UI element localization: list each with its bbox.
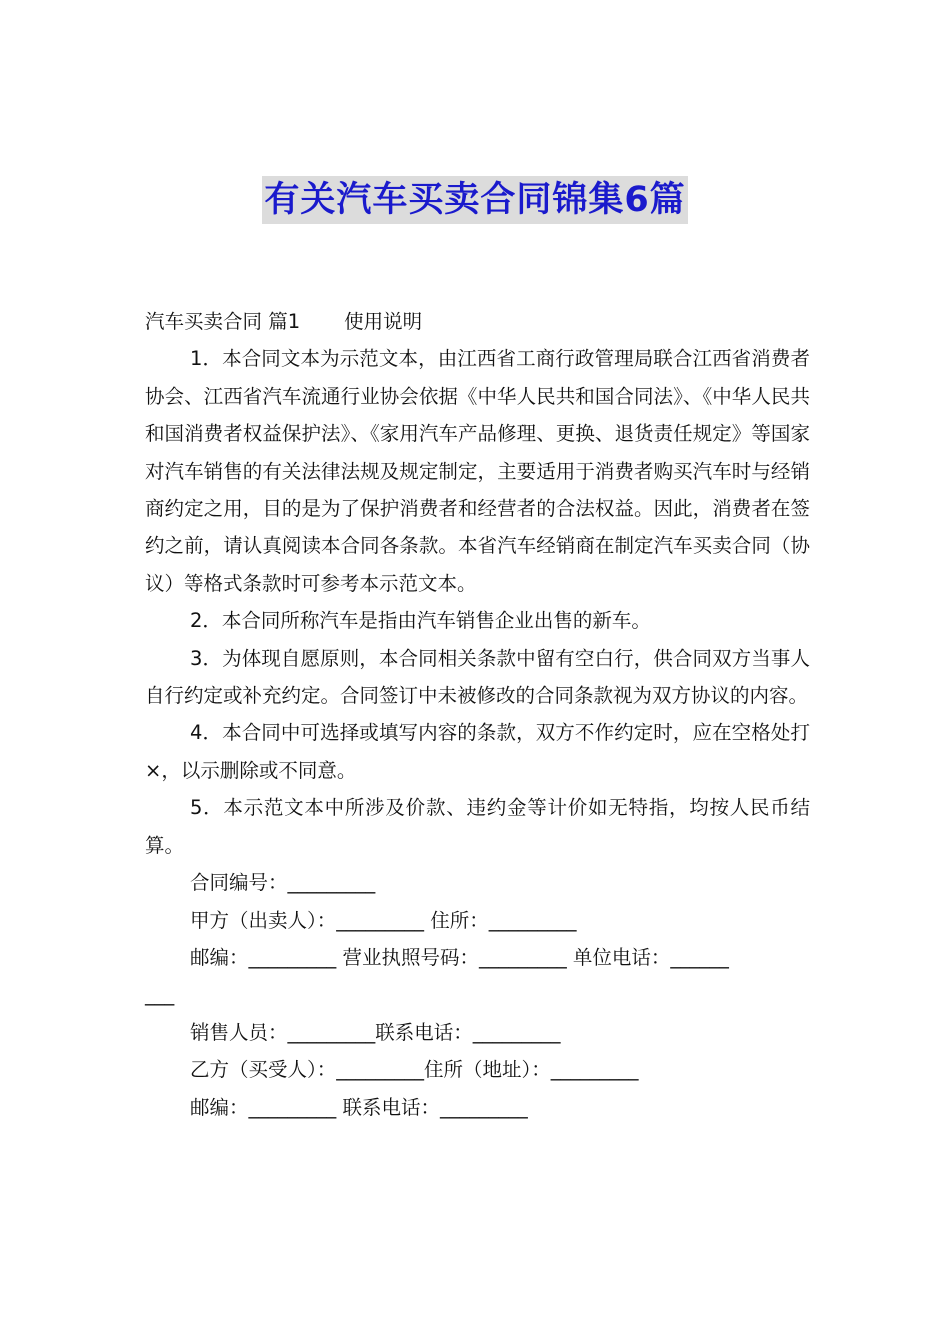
party-a-contact-line-continued: ___	[145, 983, 175, 1007]
party-a-contact-line: 邮编：_________ 营业执照号码：_________ 单位电话：______	[190, 945, 729, 969]
party-b-contact-line: 邮编：_________ 联系电话：_________	[190, 1095, 528, 1119]
party-b-line: 乙方（买受人）：_________住所（地址）：_________	[190, 1058, 639, 1082]
sales-person-line: 销售人员：_________联系电话：_________	[190, 1020, 561, 1044]
section-subheading: 使用说明	[344, 310, 423, 333]
paragraph-4: 4．本合同中可选择或填写内容的条款，双方不作约定时，应在空格处打×，以示删除或不同意。	[145, 721, 810, 782]
paragraph-1: 1．本合同文本为示范文本，由江西省工商行政管理局联合江西省消费者协会、江西省汽车流通行业协会依据《中华人民共和国合同法》、《中华人民共和国消费者权益保护法》、《家用汽车产品修理、更换、退货责任规定》等国家对汽车销售的有关法律法规及规定制定，主要适用于消费者购买汽车时与经销商约定之用，目的是为了保护消费者和经营者的合法权益。因此，消费者在签约之前，请认真阅读本合同各条款。本省汽车经销商在制定汽车买卖合同（协议）等格式条款时可参考本示范文本。	[145, 347, 810, 595]
document-title: 有关汽车买卖合同锦集6篇	[262, 176, 687, 224]
paragraph-3: 3．为体现自愿原则，本合同相关条款中留有空白行，供合同双方当事人自行约定或补充约定。合同签订中未被修改的合同条款视为双方协议的内容。	[145, 646, 810, 708]
title-area	[0, 176, 950, 224]
party-a-line: 甲方（出卖人）：_________ 住所：_________	[190, 908, 577, 932]
document-body	[145, 303, 810, 1126]
section-heading: 汽车买卖合同 篇1	[145, 310, 301, 333]
paragraph-5: 5．本示范文本中所涉及价款、违约金等计价如无特指，均按人民币结算。	[145, 796, 810, 857]
section-heading-line	[145, 303, 810, 340]
contract-number-line: 合同编号：_________	[190, 871, 376, 895]
paragraph-2: 2．本合同所称汽车是指由汽车销售企业出售的新车。	[190, 609, 651, 633]
